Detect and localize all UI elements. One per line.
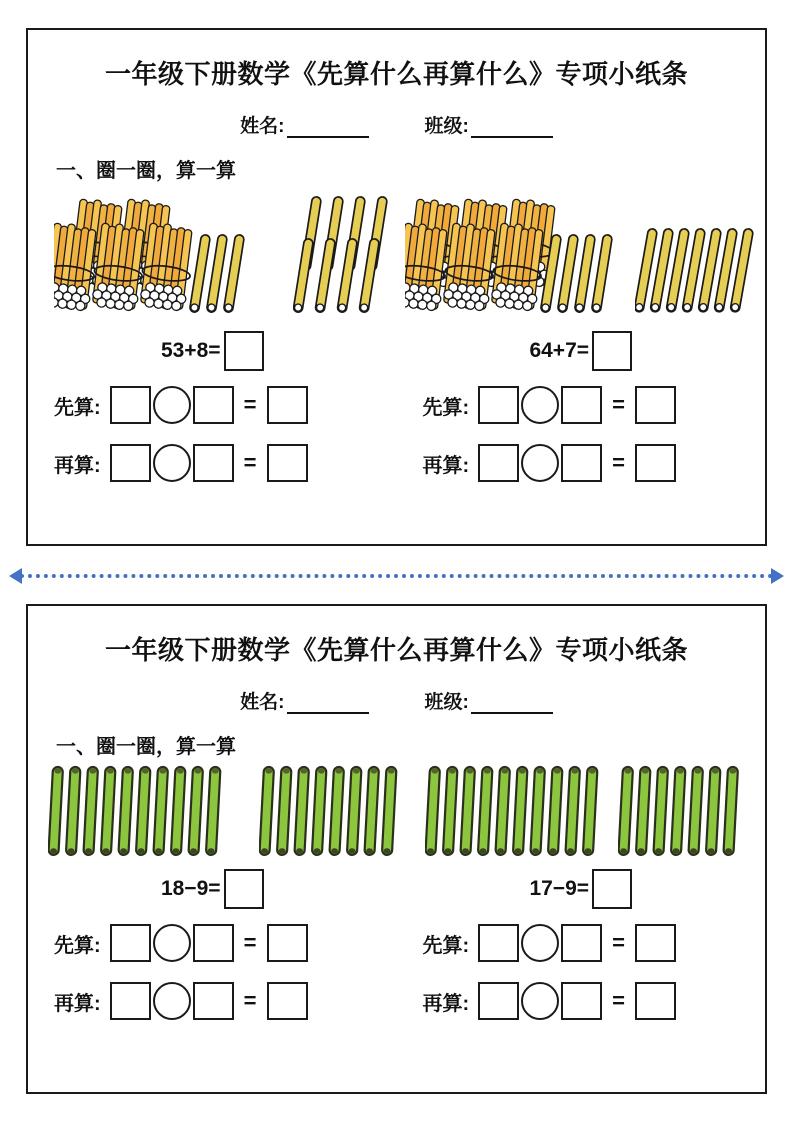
sticks-illustration xyxy=(28,759,765,863)
result-box[interactable] xyxy=(635,982,676,1020)
section-header: 一、圈一圈，算一算 xyxy=(56,160,236,182)
right-arrow-icon xyxy=(771,568,784,584)
result-box[interactable] xyxy=(267,924,308,962)
result-box[interactable] xyxy=(635,924,676,962)
dotted-line xyxy=(20,574,773,578)
expression-text: 17−9= xyxy=(529,877,590,900)
section-header: 一、圈一圈，算一算 xyxy=(56,736,236,758)
cut-line xyxy=(9,567,784,585)
name-input-line[interactable] xyxy=(287,114,369,138)
equals-sign: = xyxy=(612,988,626,1013)
stick-group-bundles-64 xyxy=(405,187,631,325)
operand-box[interactable] xyxy=(193,444,234,482)
operand-box[interactable] xyxy=(478,924,519,962)
name-input-line[interactable] xyxy=(287,690,369,714)
operand-box[interactable] xyxy=(110,924,151,962)
operator-circle[interactable] xyxy=(153,982,191,1020)
equals-sign: = xyxy=(243,988,257,1013)
operator-circle[interactable] xyxy=(153,444,191,482)
operand-box[interactable] xyxy=(110,444,151,482)
second-calc-label: 再算: xyxy=(422,454,470,477)
second-calc-label: 再算: xyxy=(54,992,101,1015)
stick-group-eight xyxy=(259,763,407,863)
problems-row xyxy=(28,325,765,482)
equals-sign: = xyxy=(243,450,257,475)
operand-box[interactable] xyxy=(561,982,602,1020)
first-calc-label: 先算: xyxy=(54,396,101,419)
stick-group-seven xyxy=(618,763,749,863)
class-input-line[interactable] xyxy=(471,114,553,138)
equals-sign: = xyxy=(243,392,257,417)
class-input-line[interactable] xyxy=(471,690,553,714)
operand-box[interactable] xyxy=(193,982,234,1020)
operand-box[interactable] xyxy=(193,386,234,424)
page-title: 一年级下册数学《先算什么再算什么》专项小纸条 xyxy=(104,59,688,89)
problem-right xyxy=(397,863,766,1020)
stick-group-ten xyxy=(425,763,608,863)
operand-box[interactable] xyxy=(110,982,151,1020)
operand-box[interactable] xyxy=(478,982,519,1020)
name-class-row xyxy=(28,111,765,138)
expression-text: 53+8= xyxy=(160,339,221,362)
operand-box[interactable] xyxy=(110,386,151,424)
problem-left xyxy=(28,863,397,1020)
operator-circle[interactable] xyxy=(521,924,559,962)
operand-box[interactable] xyxy=(478,386,519,424)
name-class-row xyxy=(28,687,765,714)
operand-box[interactable] xyxy=(561,444,602,482)
result-box[interactable] xyxy=(635,444,676,482)
operand-box[interactable] xyxy=(561,924,602,962)
worksheet-panel-top xyxy=(26,28,767,546)
result-box[interactable] xyxy=(267,444,308,482)
problem-right xyxy=(397,325,766,482)
second-calc-label: 再算: xyxy=(422,992,470,1015)
operator-circle[interactable] xyxy=(153,386,191,424)
class-label: 班级: xyxy=(424,692,469,713)
operand-box[interactable] xyxy=(193,924,234,962)
equals-sign: = xyxy=(612,392,626,417)
operand-box[interactable] xyxy=(478,444,519,482)
stick-group-ten xyxy=(48,763,231,863)
problem-left xyxy=(28,325,397,482)
first-calc-label: 先算: xyxy=(54,934,101,957)
answer-box[interactable] xyxy=(592,331,632,371)
answer-box[interactable] xyxy=(224,331,264,371)
operator-circle[interactable] xyxy=(153,924,191,962)
worksheet-panel-bottom xyxy=(26,604,767,1094)
result-box[interactable] xyxy=(635,386,676,424)
stick-group-singles-7 xyxy=(635,187,761,325)
result-box[interactable] xyxy=(267,982,308,1020)
class-label: 班级: xyxy=(424,116,469,137)
first-calc-label: 先算: xyxy=(422,396,470,419)
equals-sign: = xyxy=(612,450,626,475)
result-box[interactable] xyxy=(267,386,308,424)
stick-group-singles-8 xyxy=(293,187,395,325)
expression-text: 18−9= xyxy=(160,877,221,900)
sticks-illustration xyxy=(28,183,765,325)
equals-sign: = xyxy=(243,930,257,955)
equals-sign: = xyxy=(612,930,626,955)
page-title: 一年级下册数学《先算什么再算什么》专项小纸条 xyxy=(104,635,688,665)
name-label: 姓名: xyxy=(240,116,285,137)
expression-text: 64+7= xyxy=(529,339,590,362)
stick-group-bundles-53 xyxy=(54,187,263,325)
problems-row xyxy=(28,863,765,1020)
answer-box[interactable] xyxy=(224,869,264,909)
operator-circle[interactable] xyxy=(521,444,559,482)
operand-box[interactable] xyxy=(561,386,602,424)
operator-circle[interactable] xyxy=(521,982,559,1020)
operator-circle[interactable] xyxy=(521,386,559,424)
first-calc-label: 先算: xyxy=(422,934,470,957)
name-label: 姓名: xyxy=(240,692,285,713)
answer-box[interactable] xyxy=(592,869,632,909)
second-calc-label: 再算: xyxy=(54,454,101,477)
